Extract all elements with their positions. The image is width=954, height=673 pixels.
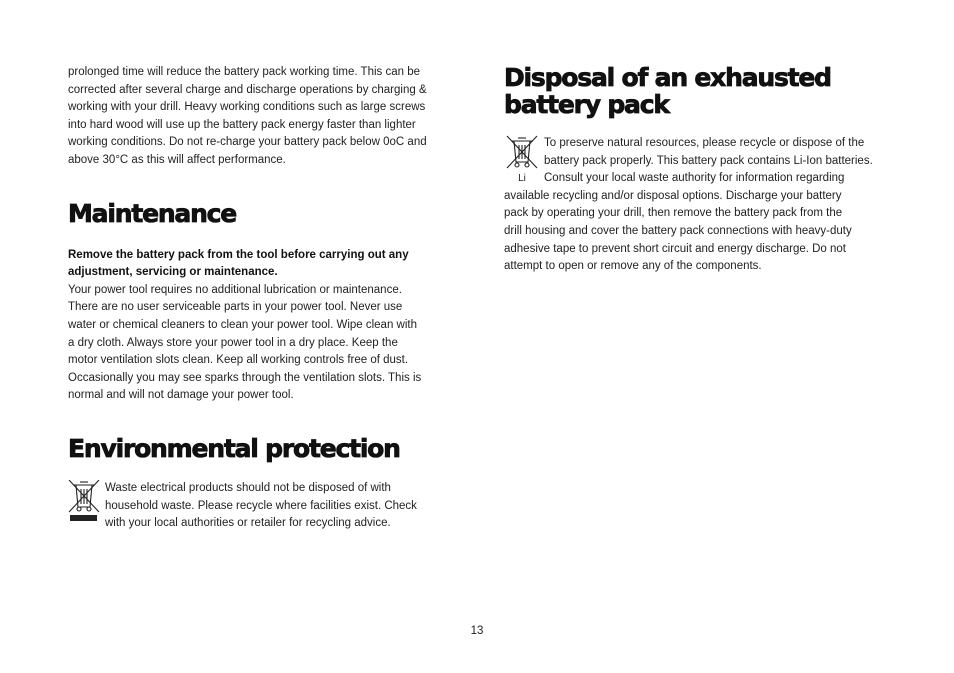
- weee-line: with your local authorities or retailer for recycling advice.: [105, 517, 391, 530]
- disposal-line: pack by operating your drill, then remove the battery pack from the: [504, 207, 843, 220]
- intro-line: corrected after several charge and discharge operations by charging &: [68, 83, 427, 96]
- maintenance-line: water or chemical cleaners to clean your power tool. Wipe clean with: [68, 318, 417, 331]
- crossed-out-battery-bin-icon: [504, 135, 540, 171]
- disposal-line: available recycling and/or disposal options. Discharge your battery: [504, 189, 842, 202]
- li-label: Li: [518, 173, 526, 184]
- disposal-heading-line: Disposal of an exhausted: [504, 63, 831, 92]
- intro-line: working with your drill. Heavy working conditions such as large screws: [68, 101, 426, 114]
- maintenance-line: There are no user serviceable parts in your power tool. Never use: [68, 301, 403, 314]
- environmental-protection-heading: Environmental protection: [68, 433, 400, 463]
- disposal-line: attempt to open or remove any of the components.: [504, 260, 762, 273]
- weee-line: Waste electrical products should not be disposed of with: [105, 481, 391, 494]
- intro-line: prolonged time will reduce the battery pack working time. This can be: [68, 66, 420, 78]
- intro-line: into hard wood will use up the battery pack energy faster than lighter: [68, 118, 416, 131]
- disposal-text: [504, 135, 890, 276]
- left-column: [68, 64, 452, 533]
- battery-symbol: [504, 135, 540, 184]
- page-number: 13: [470, 625, 484, 637]
- maintenance-body: [68, 282, 452, 405]
- intro-line: above 30°C as this will affect performance.: [68, 153, 286, 166]
- weee-text: [105, 480, 452, 533]
- right-column: [504, 64, 890, 276]
- disposal-line: Consult your local waste authority for information regarding: [544, 172, 845, 185]
- maintenance-line: a dry cloth. Always store your power tool in a dry place. Keep the: [68, 336, 398, 349]
- maintenance-line: motor ventilation slots clean. Keep all working controls free of dust.: [68, 354, 409, 367]
- disposal-line: drill housing and cover the battery pack connections with heavy-duty: [504, 224, 852, 237]
- maintenance-heading: Maintenance: [68, 198, 237, 228]
- weee-notice: [68, 480, 452, 533]
- battery-disposal-notice: [504, 135, 890, 276]
- maintenance-warning: [68, 247, 452, 282]
- intro-paragraph: [68, 64, 452, 170]
- disposal-line: battery pack properly. This battery pack contains Li-Ion batteries.: [544, 154, 873, 167]
- disposal-heading: [504, 64, 890, 118]
- maintenance-line: Your power tool requires no additional lubrication or maintenance.: [68, 283, 402, 296]
- maintenance-line: Occasionally you may see sparks through the ventilation slots. This is: [68, 371, 422, 384]
- disposal-line: adhesive tape to prevent short circuit and energy discharge. Do not: [504, 242, 847, 255]
- disposal-heading-line: battery pack: [504, 90, 669, 119]
- crossed-out-wheelie-bin-icon: [68, 480, 100, 524]
- warning-line: Remove the battery pack from the tool before carrying out any: [68, 248, 409, 261]
- warning-line: adjustment, servicing or maintenance.: [68, 266, 278, 279]
- maintenance-line: normal and will not damage your power tool.: [68, 389, 294, 402]
- intro-line: working conditions. Do not re-charge your battery pack below 0oC and: [68, 136, 427, 149]
- weee-line: household waste. Please recycle where facilities exist. Check: [105, 499, 417, 512]
- disposal-line: To preserve natural resources, please recycle or dispose of the: [544, 137, 865, 149]
